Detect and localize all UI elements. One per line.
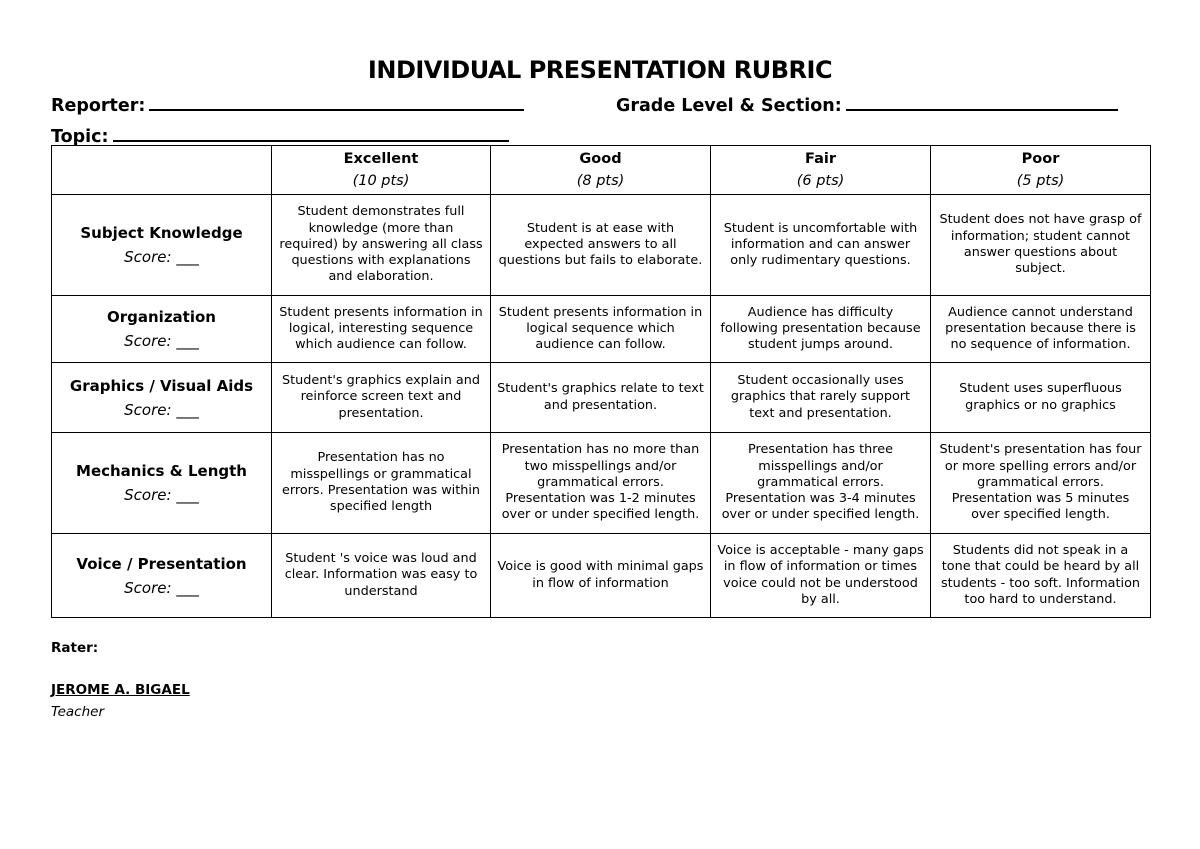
topic-blank — [113, 124, 509, 142]
description-cell: Student does not have grasp of information; student cannot answer questions about subject. — [931, 195, 1151, 296]
criterion-cell — [52, 195, 272, 296]
reporter-field — [51, 93, 524, 116]
criterion-cell — [52, 433, 272, 534]
description-cell: Students did not speak in a tone that could be heard by all students - too soft. Information too hard to understand. — [931, 534, 1151, 618]
reporter-label: Reporter: — [51, 96, 146, 116]
level-name: Fair — [805, 151, 836, 167]
score-field: Score: ___ — [124, 332, 199, 350]
criterion-name: Voice / Presentation — [76, 554, 247, 573]
level-name: Good — [579, 151, 622, 167]
teacher-role: Teacher — [51, 704, 104, 720]
topic-label: Topic: — [51, 127, 109, 147]
teacher-name: JEROME A. BIGAEL — [51, 682, 190, 698]
criterion-name: Organization — [107, 308, 216, 326]
level-points: (5 pts) — [1016, 173, 1065, 189]
level-header-fair — [711, 146, 931, 195]
description-cell: Audience cannot understand presentation because there is no sequence of information. — [931, 296, 1151, 363]
description-cell: Student 's voice was loud and clear. Information was easy to understand — [272, 534, 491, 618]
criterion-cell — [52, 534, 272, 618]
page-title: INDIVIDUAL PRESENTATION RUBRIC — [367, 56, 833, 84]
description-cell: Presentation has no misspellings or grammatical errors. Presentation was within specified length — [272, 433, 491, 534]
rubric-table — [51, 145, 1151, 618]
level-header-excellent — [272, 146, 491, 195]
score-field: Score: ___ — [124, 486, 199, 504]
criterion-row-organization — [52, 296, 1151, 363]
description-cell: Student's presentation has four or more spelling errors and/or grammatical errors. Presentation was 5 minutes over specified length. — [931, 433, 1151, 534]
criterion-name: Subject Knowledge — [80, 224, 243, 242]
grade-section-field — [616, 93, 1118, 116]
description-cell: Student occasionally uses graphics that rarely support text and presentation. — [711, 363, 931, 433]
description-cell: Voice is acceptable - many gaps in flow of information or times voice could not be understood by all. — [711, 534, 931, 618]
description-cell: Audience has difficulty following presentation because student jumps around. — [711, 296, 931, 363]
description-cell: Student demonstrates full knowledge (more than required) by answering all class questions with explanations and elaboration. — [272, 195, 491, 296]
criterion-row-subject-knowledge — [52, 195, 1151, 296]
description-cell: Voice is good with minimal gaps in flow of information — [491, 534, 711, 618]
description-cell: Student is uncomfortable with information and can answer only rudimentary questions. — [711, 195, 931, 296]
criterion-cell — [52, 363, 272, 433]
description-cell: Student uses superfluous graphics or no graphics — [931, 363, 1151, 433]
score-field: Score: ___ — [124, 248, 199, 266]
criterion-row-graphics — [52, 363, 1151, 433]
criterion-name: Graphics / Visual Aids — [69, 376, 254, 395]
level-name: Excellent — [343, 151, 419, 167]
description-cell: Student presents information in logical sequence which audience can follow. — [491, 296, 711, 363]
description-cell: Student's graphics explain and reinforce screen text and presentation. — [272, 363, 491, 433]
description-cell: Student is at ease with expected answers to all questions but fails to elaborate. — [491, 195, 711, 296]
level-points: (6 pts) — [796, 173, 845, 189]
description-cell: Presentation has no more than two misspellings and/or grammatical errors. Presentation was 1-2 minutes over or under specified length. — [491, 433, 711, 534]
topic-field — [51, 124, 509, 147]
level-name: Poor — [1021, 151, 1060, 167]
level-points: (10 pts) — [352, 173, 410, 189]
description-cell: Student's graphics relate to text and presentation. — [491, 363, 711, 433]
description-cell: Student presents information in logical, interesting sequence which audience can follow. — [272, 296, 491, 363]
score-field: Score: ___ — [124, 578, 199, 597]
rubric-header-row — [52, 146, 1151, 195]
rater-label: Rater: — [51, 640, 99, 656]
level-header-good — [491, 146, 711, 195]
level-header-poor — [931, 146, 1151, 195]
reporter-blank — [149, 93, 524, 111]
criterion-row-mechanics — [52, 433, 1151, 534]
description-cell: Presentation has three misspellings and/or grammatical errors. Presentation was 3-4 minutes over or under specified length. — [711, 433, 931, 534]
grade-section-label: Grade Level & Section: — [616, 96, 842, 116]
criterion-row-voice — [52, 534, 1151, 618]
grade-section-blank — [846, 93, 1118, 111]
level-points: (8 pts) — [576, 173, 625, 189]
score-field: Score: ___ — [124, 400, 199, 419]
rubric-corner-cell — [52, 146, 272, 195]
criterion-name: Mechanics & Length — [76, 462, 247, 480]
criterion-cell — [52, 296, 272, 363]
